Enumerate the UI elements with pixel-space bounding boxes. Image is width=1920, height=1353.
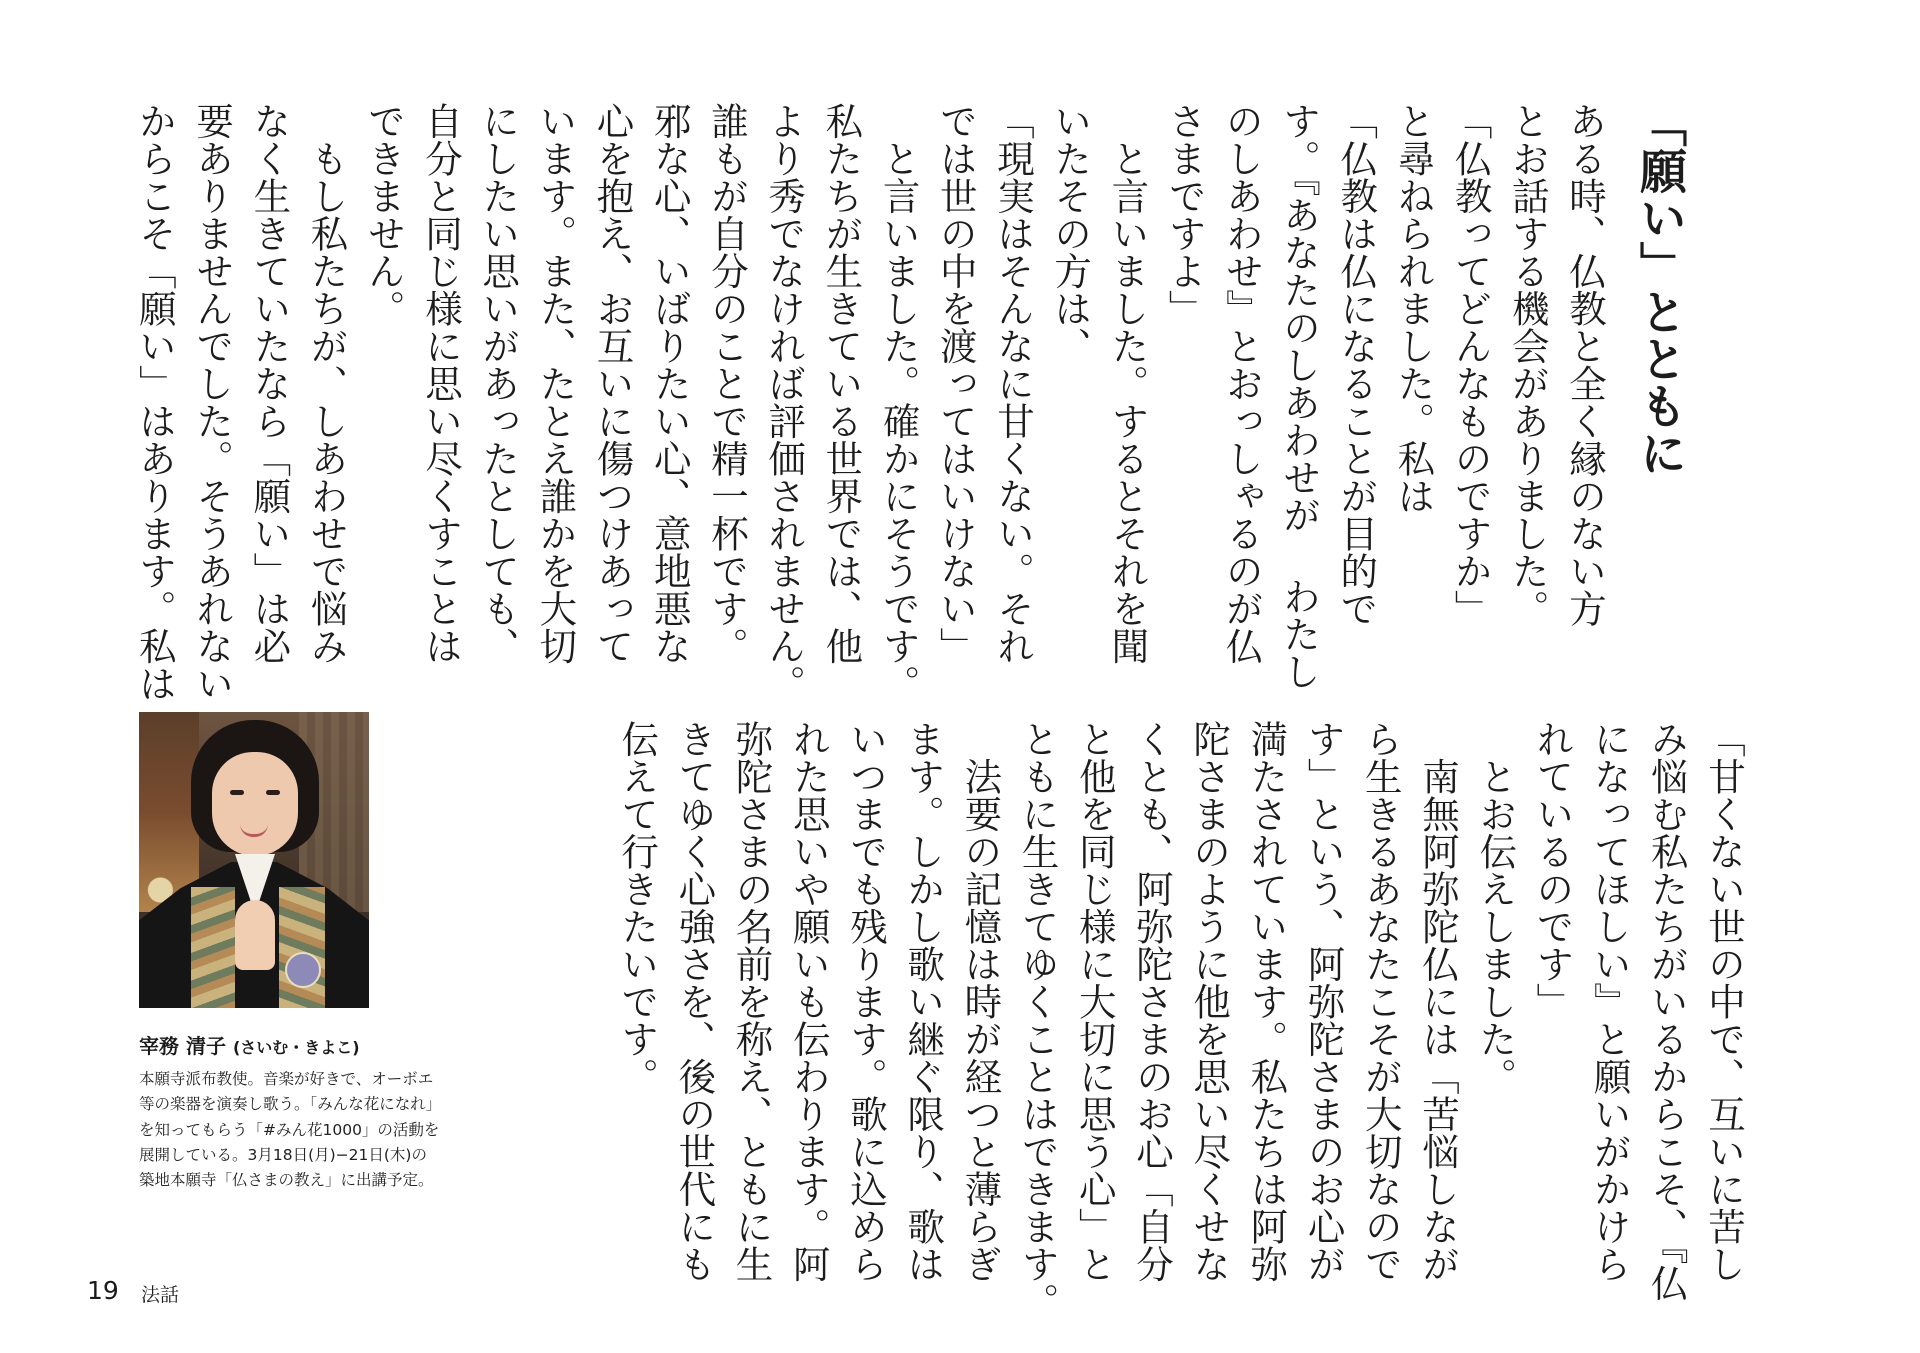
text-column: 私たちが生きている世界では、他 <box>819 102 864 665</box>
author-photo <box>139 712 369 1008</box>
article-heading: 「願い」とともに <box>1632 100 1687 476</box>
text-column: 誰もが自分のことで精一杯です。 <box>704 102 749 665</box>
text-column: 「仏教は仏になることが目的で <box>1334 102 1379 627</box>
text-column: さまですよ」 <box>1162 102 1207 327</box>
text-column: にしたい思いがあったとしても、 <box>476 102 521 665</box>
text-column: より秀でなければ評価されません。 <box>762 102 807 702</box>
text-column: れた思いや願いも伝わります。阿 <box>786 720 831 1283</box>
text-column: のしあわせ』とおっしゃるのが仏 <box>1219 102 1264 665</box>
text-column: 「甘くない世の中で、互いに苦し <box>1702 720 1746 1283</box>
text-column: 邪な心、いばりたい心、意地悪な <box>647 102 692 665</box>
text-column: 満たされています。私たちは阿弥 <box>1244 720 1289 1283</box>
text-column: と尋ねられました。私は <box>1391 102 1436 515</box>
text-column: 「仏教ってどんなものですか」 <box>1448 102 1493 627</box>
text-column: ます。しかし歌い継ぐ限り、歌は <box>901 720 946 1283</box>
text-column: 要ありませんでした。そうあれない <box>190 102 235 702</box>
author-bio-line: 本願寺派布教使。音楽が好きで、オーボエ <box>139 1070 434 1088</box>
text-column: れているのです」 <box>1530 720 1575 1020</box>
text-column: なく生きていたなら「願い」は必 <box>247 102 292 665</box>
text-column: ある時、仏教と全く縁のない方 <box>1563 102 1607 627</box>
text-column: 法要の記憶は時が経つと薄らぎ <box>958 720 1003 1283</box>
text-column: 心を抱え、お互いに傷つけあって <box>590 102 635 665</box>
text-column: では世の中を渡ってはいけない」 <box>933 102 978 665</box>
author-bio-line: 展開している。3月18日(月)−21日(木)の <box>139 1145 427 1164</box>
text-column: います。また、たとえ誰かを大切 <box>533 102 578 665</box>
author-bio-line: 築地本願寺「仏さまの教え」に出講予定。 <box>139 1171 434 1190</box>
author-bio <box>139 1067 539 1193</box>
text-column: きてゆく心強さを、後の世代にも <box>672 720 717 1283</box>
text-column: いたその方は、 <box>1048 102 1093 365</box>
text-column: からこそ「願い」はあります。私は <box>132 102 177 702</box>
text-column: ともに生きてゆくことはできます。 <box>1015 720 1060 1320</box>
author-name-reading: (さいむ・きよこ) <box>232 1038 360 1057</box>
text-column: できません。 <box>361 102 406 327</box>
text-column: もし私たちが、しあわせで悩み <box>304 102 349 665</box>
text-column: になってほしい』と願いがかけら <box>1587 720 1632 1283</box>
article-body-lower <box>608 720 1752 1320</box>
author-bio-line: を知ってもらう「#みん花1000」の活動を <box>139 1120 440 1139</box>
text-column: くとも、阿弥陀さまのお心「自分 <box>1129 720 1174 1283</box>
author-bio-line: 等の楽器を演奏し歌う。「みんな花になれ」 <box>139 1095 442 1114</box>
author-name: 宰務 清子 <box>139 1034 226 1058</box>
text-column: とお伝えしました。 <box>1473 720 1518 1095</box>
section-label: 法話 <box>141 1284 180 1306</box>
text-column: 陀さまのように他を思い尽くせな <box>1187 720 1232 1283</box>
text-column: と言いました。するとそれを聞 <box>1105 102 1150 665</box>
text-column: とお話する機会がありました。 <box>1505 102 1550 627</box>
article-body-upper <box>126 102 1613 702</box>
text-column: み悩む私たちがいるからこそ、『仏 <box>1644 720 1689 1302</box>
text-column: いつまでも残ります。歌に込めら <box>843 720 888 1283</box>
text-column: す。『あなたのしあわせが わたし <box>1276 102 1321 690</box>
text-column: と言いました。確かにそうです。 <box>876 102 921 702</box>
page-number: 19 <box>87 1276 119 1305</box>
text-column: ら生きるあなたこそが大切なので <box>1358 720 1403 1283</box>
text-column: と他を同じ様に大切に思う心」と <box>1072 720 1117 1283</box>
author-name-line <box>139 1030 360 1059</box>
text-column: 「現実はそんなに甘くない。それ <box>990 102 1035 665</box>
text-column: す」という、阿弥陀さまのお心が <box>1301 720 1346 1283</box>
text-column: 弥陀さまの名前を称え、ともに生 <box>729 720 774 1283</box>
text-column: 南無阿弥陀仏には「苦悩しなが <box>1415 720 1460 1283</box>
text-column: 伝えて行きたいです。 <box>615 720 660 1095</box>
text-column: 自分と同じ様に思い尽くすことは <box>418 102 463 665</box>
